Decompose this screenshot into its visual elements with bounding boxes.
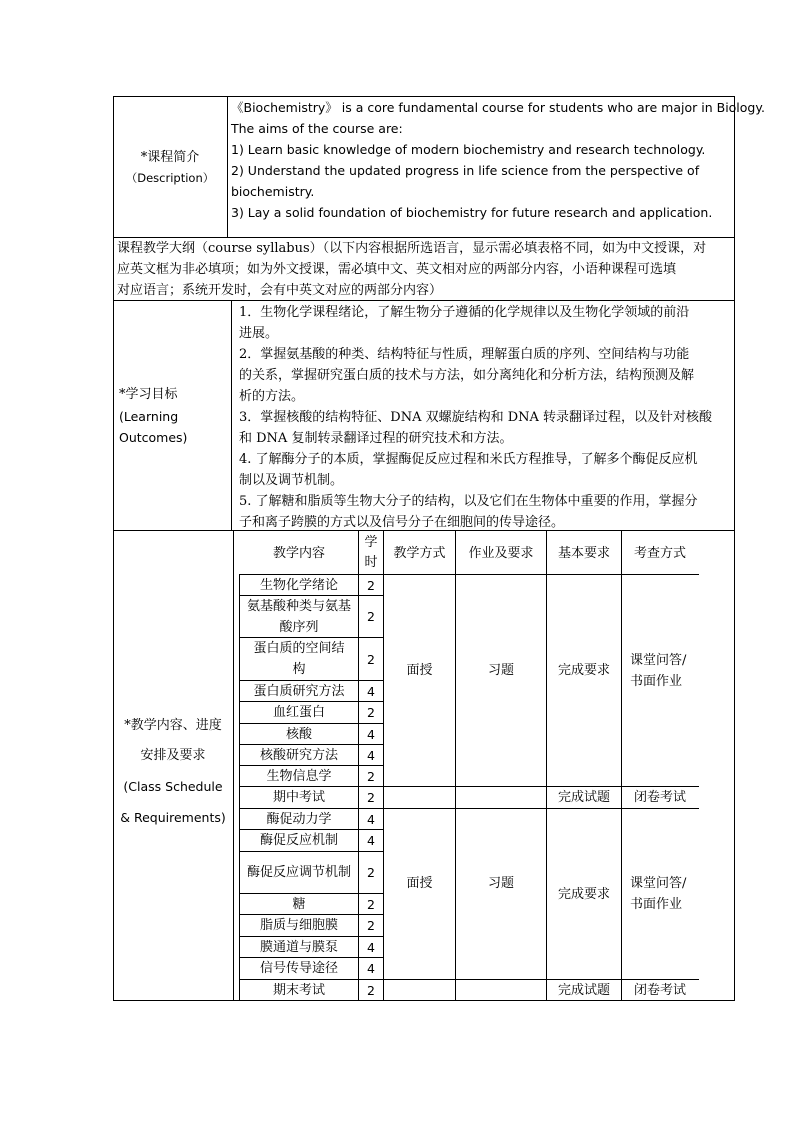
inner-col-line (621, 531, 622, 1001)
outcome-line: 5. 了解糖和脂质等生物大分子的结构，以及它们在生物体中重要的作用，掌握分 (239, 494, 698, 509)
table-row-content: 酶促反应调节机制 (246, 865, 351, 880)
table-row-content: 酶促反应机制 (259, 833, 338, 848)
syllabus-line: 对应语言；系统开发时，会有中英文对应的两部分内容） (117, 283, 443, 298)
outcomes-label-en: (Learning (119, 409, 179, 424)
midterm-basic: 完成试题 (557, 790, 610, 805)
header-homework: 作业及要求 (468, 545, 534, 561)
schedule-label-en: & Requirements) (120, 810, 226, 825)
table-row-hours: 4 (367, 961, 375, 976)
description-line: biochemistry. (231, 184, 315, 199)
table-row-content: 脂质与细胞膜 (259, 918, 338, 933)
table-row-hours: 2 (367, 896, 375, 912)
group2-assess (630, 873, 686, 915)
table-row-content: 生物化学绪论 (259, 577, 338, 593)
table-row-hours: 4 (367, 833, 375, 848)
syllabus-line: 应英文框为非必填项；如为外文授课，需必填中文、英文相对应的两部分内容，小语种课程可选填 (117, 262, 677, 277)
description-line: 1) Learn basic knowledge of modern biochemistry and research technology. (231, 142, 706, 157)
table-row-hours: 2 (367, 768, 375, 784)
table-row-content: 氨基酸种类与氨基酸序列 (246, 598, 351, 635)
description-label-en: （Description） (125, 171, 215, 185)
schedule-label-cn: 安排及要求 (140, 748, 206, 763)
outcome-line: 2．掌握氨基酸的种类、结构特征与性质，理解蛋白质的序列、空间结构与功能 (239, 347, 690, 362)
table-row-hours: 4 (367, 726, 375, 742)
header-method: 教学方式 (393, 545, 446, 561)
final-assess: 闭卷考试 (633, 982, 686, 998)
outcomes-label-cn: *学习目标 (119, 387, 178, 402)
group1-homework: 习题 (487, 662, 514, 678)
table-row-hours: 2 (367, 790, 375, 805)
midterm-assess: 闭卷考试 (633, 790, 686, 805)
col-divider (231, 300, 232, 531)
table-row-hours: 2 (367, 577, 375, 593)
schedule-label-en: (Class Schedule (123, 779, 223, 794)
table-row-hours: 4 (367, 747, 375, 763)
table-row-content: 酶促动力学 (266, 811, 332, 827)
table-border-right (734, 96, 735, 1001)
group2-homework: 习题 (487, 876, 514, 891)
col-divider (227, 96, 228, 238)
outcome-line: 制以及调节机制。 (239, 473, 344, 488)
outcome-line: 子和离子跨膜的方式以及信号分子在细胞间的传导途径。 (239, 515, 565, 530)
outcome-line: 1．生物化学课程绪论，了解生物分子遵循的化学规律以及生物化学领域的前沿 (239, 305, 690, 320)
table-row-content: 蛋白质研究方法 (253, 683, 345, 699)
table-row-content: 核酸研究方法 (259, 747, 338, 763)
schedule-label-cn: *教学内容、进度 (124, 718, 222, 733)
group2-assess-line: 书面作业 (630, 897, 683, 912)
table-row-content: 生物信息学 (266, 768, 332, 784)
table-row-content: 期末考试 (272, 982, 325, 998)
table-row-content: 膜通道与膜泵 (259, 939, 338, 955)
group2-basic: 完成要求 (557, 886, 610, 902)
group1-assess (630, 650, 686, 692)
table-row-hours: 4 (367, 811, 375, 827)
table-row-content: 蛋白质的空间结构 (253, 641, 345, 677)
group1-assess-line: 课堂问答/ (630, 653, 687, 668)
group1-basic: 完成要求 (557, 662, 610, 678)
table-row-hours: 2 (367, 705, 375, 720)
table-row-content: 血红蛋白 (272, 705, 325, 720)
group2-assess-line: 课堂问答/ (630, 876, 687, 891)
table-row-hours: 2 (367, 609, 375, 624)
header-basic: 基本要求 (557, 545, 610, 561)
table-row-hours: 2 (367, 865, 375, 880)
description-label-cn: *课程简介 (140, 150, 200, 165)
description-line: 2) Understand the updated progress in life science from the perspective of (231, 163, 700, 178)
table-row-hours: 4 (367, 939, 375, 955)
col-divider (233, 530, 234, 1001)
table-border-left (113, 96, 114, 1001)
description-line: 《Biochemistry》 is a core fundamental course for students who are major in Biology. (231, 100, 765, 115)
table-row-hours: 4 (367, 683, 375, 699)
table-row-hours: 2 (367, 982, 375, 998)
header-hours: 学时 (364, 535, 378, 570)
table-row-hours: 2 (367, 651, 375, 667)
table-row-content: 核酸 (285, 726, 312, 742)
outcome-line: 析的方法。 (239, 389, 305, 404)
outcomes-label-en: Outcomes) (119, 430, 188, 445)
group1-assess-line: 书面作业 (630, 674, 683, 689)
group2-method: 面授 (406, 876, 433, 891)
description-line: The aims of the course are: (231, 121, 403, 136)
syllabus-line: 课程教学大纲（course syllabus）（以下内容根据所选语言，显示需必填表格不同，如为中文授课，对 (117, 241, 707, 256)
table-row-content: 糖 (292, 896, 306, 912)
header-content: 教学内容 (272, 545, 325, 561)
outcome-line: 3．掌握核酸的结构特征、DNA 双螺旋结构和 DNA 转录翻译过程，以及针对核酸 (239, 410, 713, 425)
final-basic: 完成试题 (557, 982, 610, 998)
table-row-hours: 2 (367, 918, 375, 933)
outcome-line: 4. 了解酶分子的本质，掌握酶促反应过程和米氏方程推导，了解多个酶促反应机 (239, 452, 698, 467)
header-assessment: 考查方式 (633, 545, 686, 561)
table-row-content: 信号传导途径 (259, 961, 338, 976)
outcome-line: 和 DNA 复制转录翻译过程的研究技术和方法。 (239, 431, 513, 446)
outcome-line: 的关系，掌握研究蛋白质的技术与方法，如分离纯化和分析方法，结构预测及解 (239, 368, 695, 383)
description-line: 3) Lay a solid foundation of biochemistry for future research and application. (231, 205, 713, 220)
table-row-content: 期中考试 (272, 790, 325, 805)
group1-method: 面授 (406, 662, 433, 678)
outcome-line: 进展。 (239, 326, 279, 341)
